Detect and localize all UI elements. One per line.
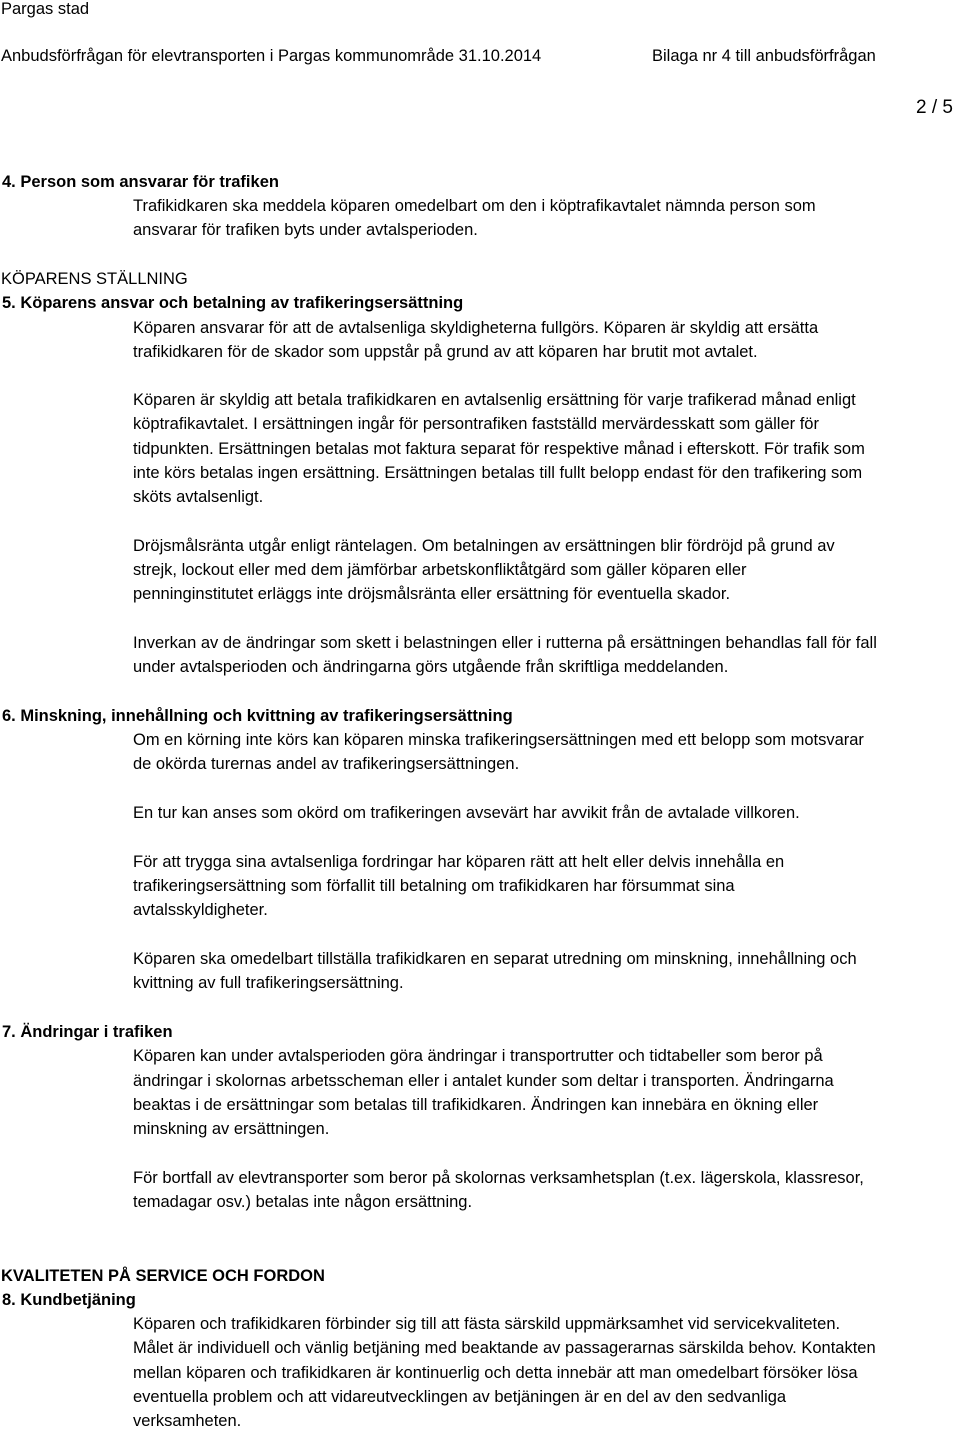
section-5-line: under avtalsperioden och ändringarna görs utgående från skriftliga meddelanden. xyxy=(133,658,729,676)
section-5-line: Köparen ansvarar för att de avtalsenliga skyldigheterna fullgörs. Köparen är skyldig att ersätta xyxy=(133,319,819,337)
section-8-heading: 8. Kundbetjäning xyxy=(2,1291,136,1309)
section-6-line: Om en körning inte körs kan köparen minska trafikeringsersättningen med ett belopp som motsvarar xyxy=(133,731,864,749)
section-8-line: Köparen och trafikidkaren förbinder sig till att fästa särskild uppmärksamhet vid servicekvaliteten. xyxy=(133,1315,841,1333)
document-header-attachment: Bilaga nr 4 till anbudsförfrågan xyxy=(652,47,876,65)
section-8-line: verksamheten. xyxy=(133,1412,242,1430)
section-6-line: Köparen ska omedelbart tillställa trafikidkaren en separat utredning om minskning, innehållning och xyxy=(133,950,857,968)
section-4-heading: 4. Person som ansvarar för trafiken xyxy=(2,173,279,191)
section-8-line: mellan köparen och trafikidkaren är kontinuerlig och detta innebär att man omedelbart försöker lösa xyxy=(133,1364,858,1382)
section-5-line: Inverkan av de ändringar som skett i belastningen eller i rutterna på ersättningen behandlas fall för fall xyxy=(133,634,877,652)
section-6-line: de okörda turernas andel av trafikeringsersättningen. xyxy=(133,755,520,773)
section-5-heading: 5. Köparens ansvar och betalning av trafikeringsersättning xyxy=(2,294,464,312)
page-number: 2 / 5 xyxy=(916,97,953,118)
document-header-subject: Anbudsförfrågan för elevtransporten i Pargas kommunområde 31.10.2014 xyxy=(1,47,542,65)
section-7-line: temadagar osv.) betalas inte någon ersättning. xyxy=(133,1193,473,1211)
section-5-line: Dröjsmålsränta utgår enligt räntelagen. Om betalningen av ersättningen blir fördröjd på grund av xyxy=(133,537,835,555)
section-6-line: kvittning av full trafikeringsersättning. xyxy=(133,974,404,992)
section-7-line: minskning av ersättningen. xyxy=(133,1120,330,1138)
section-7-line: För bortfall av elevtransporter som beror på skolornas verksamhetsplan (t.ex. lägerskola, klassresor, xyxy=(133,1169,864,1187)
section-5-line: tidpunkten. Ersättningen betalas mot faktura separat för respektive månad i efterskott. För trafik som xyxy=(133,440,865,458)
section-8-line: eventuella problem och att vidareutvecklingen av betjäningen är en del av den sedvanliga xyxy=(133,1388,787,1406)
section-5-line: köptrafikavtalet. I ersättningen ingår för persontrafiken fastställd mervärdesskatt som gäller för xyxy=(133,415,819,433)
section-8-line: Målet är individuell och vänlig betjäning med beaktande av passagerarnas särskilda behov. Kontakten xyxy=(133,1339,876,1357)
section-5-line: trafikidkaren för de skador som uppstår på grund av att köparen har brutit mot avtalet. xyxy=(133,343,758,361)
section-5-line: strejk, lockout eller med dem jämförbar arbetskonfliktåtgärd som gäller köparen eller xyxy=(133,561,747,579)
section-7-heading: 7. Ändringar i trafiken xyxy=(2,1023,173,1041)
section-5-line: Köparen är skyldig att betala trafikidkaren en avtalsenlig ersättning för varje trafikerad månad enligt xyxy=(133,391,856,409)
section-5-line: sköts avtalsenligt. xyxy=(133,488,264,506)
section-5-line: inte körs betalas ingen ersättning. Ersättningen betalas till fullt belopp endast för den trafikering som xyxy=(133,464,863,482)
section-7-line: ändringar i skolornas arbetsscheman eller i antalet kunder som deltar i transporten. Ändringarna xyxy=(133,1072,834,1090)
section-4-line: ansvarar för trafiken byts under avtalsperioden. xyxy=(133,221,478,239)
section-5-line: penninginstitutet erläggs inte dröjsmålsränta eller ersättning för eventuella skador. xyxy=(133,585,731,603)
section-7-line: Köparen kan under avtalsperioden göra ändringar i transportrutter och tidtabeller som beror på xyxy=(133,1047,823,1065)
document-header-title: Pargas stad xyxy=(1,0,90,18)
section-7-line: beaktas i de ersättningar som betalas till trafikidkaren. Ändringen kan innebära en ökning eller xyxy=(133,1096,819,1114)
section-4-line: Trafikidkaren ska meddela köparen omedelbart om den i köptrafikavtalet nämnda person som xyxy=(133,197,816,215)
section-6-line: avtalsskyldigheter. xyxy=(133,901,268,919)
koparens-stallning-heading: KÖPARENS STÄLLNING xyxy=(1,270,188,288)
section-6-line: En tur kan anses som okörd om trafikeringen avsevärt har avvikit från de avtalade villkoren. xyxy=(133,804,800,822)
section-6-heading: 6. Minskning, innehållning och kvittning av trafikeringsersättning xyxy=(2,707,513,725)
section-6-line: trafikeringsersättning som förfallit till betalning om trafikidkaren har försummat sina xyxy=(133,877,735,895)
section-6-line: För att trygga sina avtalsenliga fordringar har köparen rätt att helt eller delvis innehålla en xyxy=(133,853,785,871)
kvaliteten-heading: KVALITETEN PÅ SERVICE OCH FORDON xyxy=(1,1267,325,1285)
